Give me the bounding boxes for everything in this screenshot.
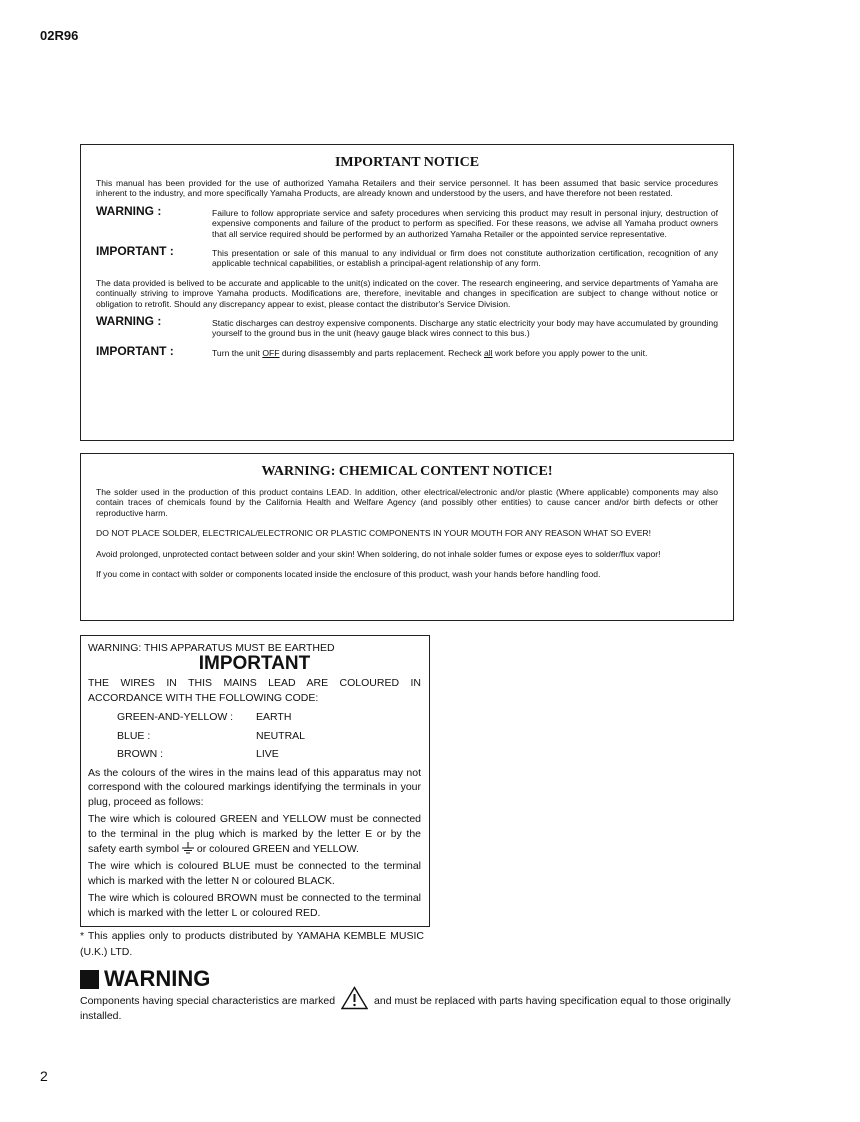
- code-row: [88, 745, 421, 764]
- warning-text: [80, 986, 740, 1023]
- text-fragment: during disassembly and parts replacement. Recheck: [279, 347, 484, 358]
- code-color: BROWN :: [117, 748, 164, 761]
- footnote: * This applies only to products distributed by YAMAHA KEMBLE MUSIC (U.K.) LTD.: [80, 930, 424, 958]
- power-off-text: [212, 345, 718, 358]
- earthing-paragraph-3: The wire which is coloured BLUE must be connected to the terminal which is marked with the letter N or coloured BLACK.: [88, 860, 421, 887]
- notice-intro: This manual has been provided for the use of authorized Yamaha Retailers and their service personnel. It has been assumed that basic service procedures inherent to the industry, and more specifically Yamaha Products, are already known and understood by the users, and have therefore not been restated.: [96, 178, 718, 199]
- important-row-1: [96, 245, 718, 269]
- code-meaning: LIVE: [256, 748, 279, 761]
- page-number: 2: [40, 1068, 48, 1084]
- text-fragment: and must be replaced with parts having specification equal to those originally installed.: [80, 995, 731, 1022]
- chemical-notice-box: [80, 453, 734, 621]
- data-accuracy-paragraph: The data provided is belived to be accurate and applicable to the unit(s) indicated on the cover. The research engineering, and service departments of Yamaha are continually striving to improve Yamaha products. Modifications are, therefore, inevitable and changes in specification are subject to change without notice or obligation to retrofit. Should any discrepancy appear to exist, please contact the distributor's Service Division.: [96, 277, 718, 309]
- earthing-heading: IMPORTANT: [198, 653, 311, 674]
- earthing-paragraph-2: [88, 812, 421, 856]
- code-color: BLUE :: [117, 729, 151, 742]
- important-label: IMPORTANT :: [96, 343, 174, 358]
- earthing-warning: WARNING: THIS APPARATUS MUST BE EARTHED: [88, 642, 335, 654]
- earthing-intro: THE WIRES IN THIS MAINS LEAD ARE COLOURED IN ACCORDANCE WITH THE FOLLOWING CODE:: [88, 677, 421, 704]
- warning-row-1: [96, 205, 718, 239]
- text-fragment: Components having special characteristics are marked: [80, 995, 336, 1007]
- important-notice-box: [80, 144, 734, 441]
- code-color: GREEN-AND-YELLOW :: [117, 711, 234, 724]
- code-meaning: NEUTRAL: [256, 729, 306, 742]
- warning-text: Failure to follow appropriate service and safety procedures when servicing this product may result in personal injury, destruction of expensive components and failure of the product to perform as specified. For these reasons, we advise all Yamaha product owners that all service required should be performed by an authorized Yamaha Retailer or the appointed service representative.: [212, 207, 718, 239]
- chemical-paragraph-4: If you come in contact with solder or components located inside the enclosure of this product, wash your hands before handling food.: [96, 569, 601, 580]
- text-fragment: work before you apply power to the unit.: [492, 347, 648, 358]
- chemical-paragraph-2: DO NOT PLACE SOLDER, ELECTRICAL/ELECTRONIC OR PLASTIC COMPONENTS IN YOUR MOUTH FOR ANY REASON WHAT SO EVER!: [96, 528, 652, 539]
- warning-row-2: [96, 315, 718, 339]
- model-header: 02R96: [40, 28, 79, 43]
- earthing-paragraph-4: The wire which is coloured BROWN must be connected to the terminal which is marked with the letter L or coloured RED.: [88, 892, 421, 920]
- warning-label: WARNING :: [96, 314, 162, 329]
- text-fragment: Turn the unit: [212, 347, 263, 358]
- important-label: IMPORTANT :: [96, 244, 174, 259]
- earthing-box: [80, 635, 430, 927]
- static-warning-text: Static discharges can destroy expensive components. Discharge any static electricity your body may have accumulated by grounding yourself to the ground bus in the unit (heavy gauge black wires connect to this bus.): [212, 318, 718, 339]
- code-meaning: EARTH: [256, 711, 292, 724]
- text-fragment: or coloured GREEN and YELLOW.: [193, 842, 359, 855]
- earth-symbol-icon: [182, 842, 194, 854]
- text-fragment: The wire which is coloured GREEN and YELLOW must be connected to the terminal in the plug which is marked by the letter E or by the safety earth symbol: [88, 813, 421, 855]
- important-notice-title: IMPORTANT NOTICE: [334, 155, 480, 170]
- off-emphasis: OFF: [262, 347, 280, 358]
- all-emphasis: all: [483, 347, 493, 358]
- code-row: [88, 727, 421, 746]
- chemical-paragraph-1: The solder used in the production of this product contains LEAD. In addition, other electrical/electronic and/or plastic (Where applicable) components may also contain traces of chemicals found by the California Health and Welfare Agency (and possibly other entities) to cause cancer and/or birth defects or other reproductive harm.: [96, 487, 718, 518]
- warning-label: WARNING :: [96, 203, 162, 218]
- warning-title: WARNING: [104, 966, 211, 991]
- earthing-paragraph-1: As the colours of the wires in the mains lead of this apparatus may not correspond with the coloured markings identifying the terminals in your plug, proceed as follows:: [88, 766, 421, 808]
- code-row: [88, 708, 421, 727]
- important-text: This presentation or sale of this manual to any individual or firm does not constitute authorization certification, recognition of any applicable technical capabilities, or establish a principal-agent relationship of any form.: [212, 248, 718, 269]
- chemical-paragraph-3: Avoid prolonged, unprotected contact between solder and your skin! When soldering, do not inhale solder fumes or expose eyes to solder/flux vapor!: [96, 548, 661, 559]
- caution-triangle-icon: [341, 986, 368, 1010]
- chemical-notice-title: WARNING: CHEMICAL CONTENT NOTICE!: [261, 464, 553, 479]
- important-row-2: [96, 345, 718, 358]
